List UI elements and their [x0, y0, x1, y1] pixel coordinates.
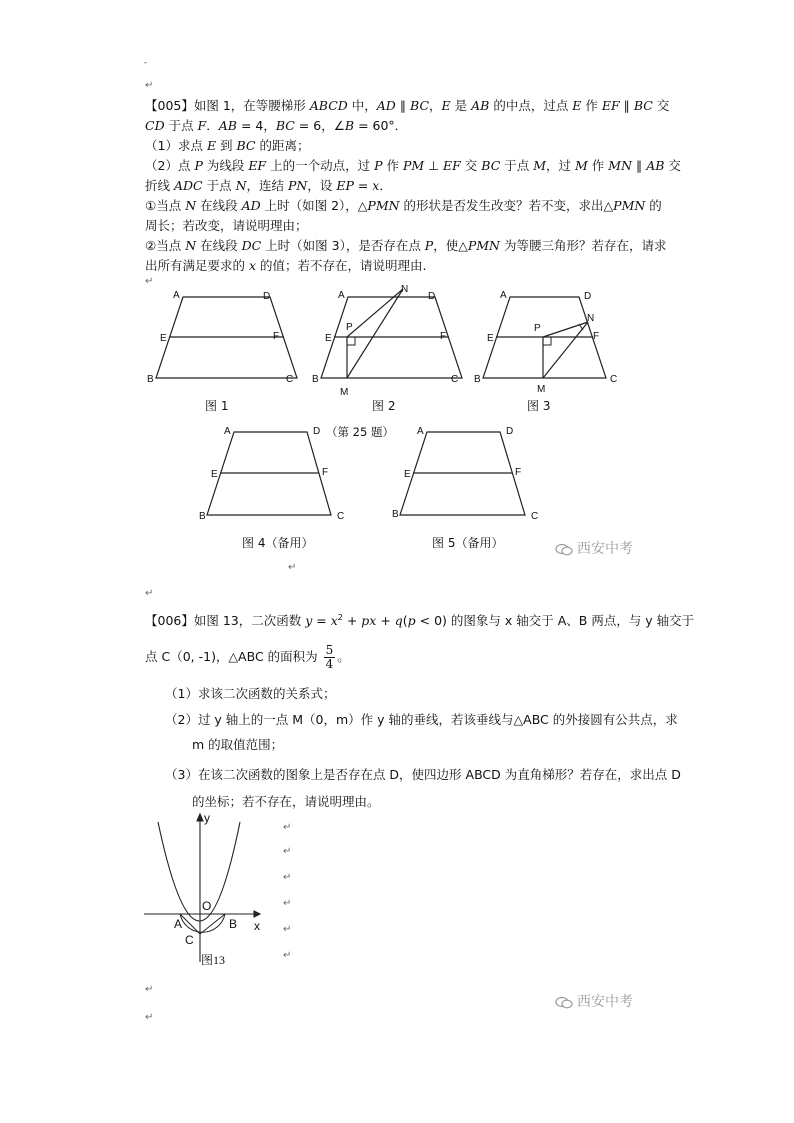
p005-line-1: 【005】如图 1，在等腰梯形 ABCD 中，AD ∥ BC，E 是 AB 的中点，过点 E 作 EF ∥ BC 交	[145, 98, 670, 113]
return-mark: ↵	[145, 80, 154, 91]
label-m: M	[340, 387, 349, 398]
label-c: C	[531, 511, 539, 522]
return-mark: ↵	[283, 872, 292, 883]
label-e: E	[325, 333, 332, 344]
label-a: A	[174, 917, 183, 931]
figure-5-trapezoid	[400, 432, 525, 515]
label-f: F	[515, 467, 522, 478]
label-b: B	[229, 917, 238, 931]
figure-4-trapezoid	[207, 432, 331, 515]
y-axis-arrow	[197, 814, 203, 821]
label-a: A	[500, 290, 507, 301]
x-axis-arrow	[254, 911, 260, 917]
p006-question-3-line-2: 的坐标；若不存在，请说明理由。	[192, 794, 380, 809]
return-mark: ↵	[283, 822, 292, 833]
p006-question-2-line-2: m 的取值范围；	[192, 737, 284, 752]
label-c: C	[451, 374, 459, 385]
p005-sub-1-line-2: 周长；若改变，请说明理由；	[145, 218, 308, 233]
label-a: A	[417, 426, 424, 437]
fraction: $\frac{5}{4}$	[325, 643, 334, 671]
label-c: C	[337, 511, 345, 522]
figure-3-caption: 图 3	[527, 399, 551, 413]
figure-4-caption: 图 4（备用）	[242, 536, 314, 550]
p005-sub-2-line-2: 出所有满足要求的 x 的值；若不存在，请说明理由.	[145, 258, 427, 273]
label-b: B	[392, 509, 399, 520]
watermark: 西安中考	[555, 538, 633, 558]
wechat-icon	[555, 996, 573, 1009]
p005-question-2-line-2: 折线 ADC 于点 N，连结 PN，设 EP = x．	[145, 178, 392, 193]
p005-question-1: （1）求点 E 到 BC 的距离；	[145, 138, 310, 153]
return-mark: ↵	[145, 588, 154, 599]
return-mark: ˉ	[143, 62, 148, 73]
label-n: N	[587, 313, 595, 324]
axis-label-x: x	[254, 919, 260, 933]
return-mark: ↵	[283, 924, 292, 935]
label-f: F	[322, 467, 329, 478]
label-p: P	[534, 323, 541, 334]
wechat-icon	[555, 543, 573, 556]
label-b: B	[474, 374, 481, 385]
problem-number: （第 25 题）	[326, 425, 394, 439]
label-c: C	[185, 933, 194, 947]
label-f: F	[593, 331, 600, 342]
figure-5-caption: 图 5（备用）	[432, 536, 504, 550]
p005-line-2: CD 于点 F．AB = 4，BC = 6，∠B = 60°．	[145, 118, 408, 133]
figure-13-caption: 图13	[201, 953, 226, 967]
p005-sub-2-line-1: ②当点 N 在线段 DC 上时（如图 3），是否存在点 P，使△PMN 为等腰三角形？若存在，请求	[145, 238, 667, 253]
label-p: P	[346, 322, 353, 333]
label-e: E	[404, 469, 411, 480]
return-mark: ↵	[145, 984, 154, 995]
label-d: D	[506, 426, 514, 437]
label-f: F	[440, 331, 447, 342]
return-mark: ↵	[283, 898, 292, 909]
label-c: C	[610, 374, 618, 385]
label-e: E	[160, 333, 167, 344]
label-n: N	[401, 284, 409, 295]
label-origin: O	[202, 899, 212, 913]
label-b: B	[312, 374, 319, 385]
triangle-abc	[180, 914, 225, 934]
label-m: M	[537, 384, 546, 395]
label-a: A	[173, 290, 180, 301]
label-b: B	[199, 511, 206, 522]
label-d: D	[428, 291, 436, 302]
return-mark: ↵	[145, 276, 154, 287]
label-f: F	[273, 331, 280, 342]
return-mark: ↵	[145, 1012, 154, 1023]
label-d: D	[263, 291, 271, 302]
label-e: E	[211, 469, 218, 480]
figure-1-caption: 图 1	[205, 399, 229, 413]
return-mark: ↵	[288, 562, 297, 573]
label-b: B	[147, 374, 154, 385]
p005-sub-1-line-1: ①当点 N 在线段 AD 上时（如图 2），△PMN 的形状是否发生改变？若不变，求出△PMN 的	[145, 198, 662, 213]
label-a: A	[338, 290, 345, 301]
label-d: D	[313, 426, 321, 437]
p006-question-3-line-1: （3）在该二次函数的图象上是否存在点 D，使四边形 ABCD 为直角梯形？若存在，求出点 D	[165, 767, 681, 782]
parabola-curve	[158, 822, 240, 921]
watermark: 西安中考	[555, 991, 633, 1011]
p005-question-2-line-1: （2）点 P 为线段 EF 上的一个动点，过 P 作 PM ⊥ EF 交 BC 于点 M，过 M 作 MN ∥ AB 交	[145, 158, 681, 173]
label-c: C	[286, 374, 294, 385]
circumcircle-arc	[180, 914, 225, 932]
p006-line-1: 【006】如图 13，二次函数 $y = x^2$ + px + q(p < 0) 的图象与 x 轴交于 A、B 两点，与 y 轴交于	[145, 612, 695, 628]
p006-question-2-line-1: （2）过 y 轴上的一点 M（0，m）作 y 轴的垂线，若该垂线与△ABC 的外接圆有公共点，求	[165, 712, 678, 727]
return-mark: ↵	[283, 846, 292, 857]
label-a: A	[224, 426, 231, 437]
label-d: D	[584, 291, 592, 302]
p006-line-2: 点 C（0, -1)，△ABC 的面积为 $\frac{5}{4}$ 。	[145, 643, 350, 671]
label-e: E	[487, 333, 494, 344]
figure-2-caption: 图 2	[372, 399, 396, 413]
figure-3-trapezoid	[483, 297, 606, 378]
return-mark: ↵	[283, 950, 292, 961]
axis-label-y: y	[204, 811, 210, 825]
p006-question-1: （1）求该二次函数的关系式；	[165, 686, 336, 701]
